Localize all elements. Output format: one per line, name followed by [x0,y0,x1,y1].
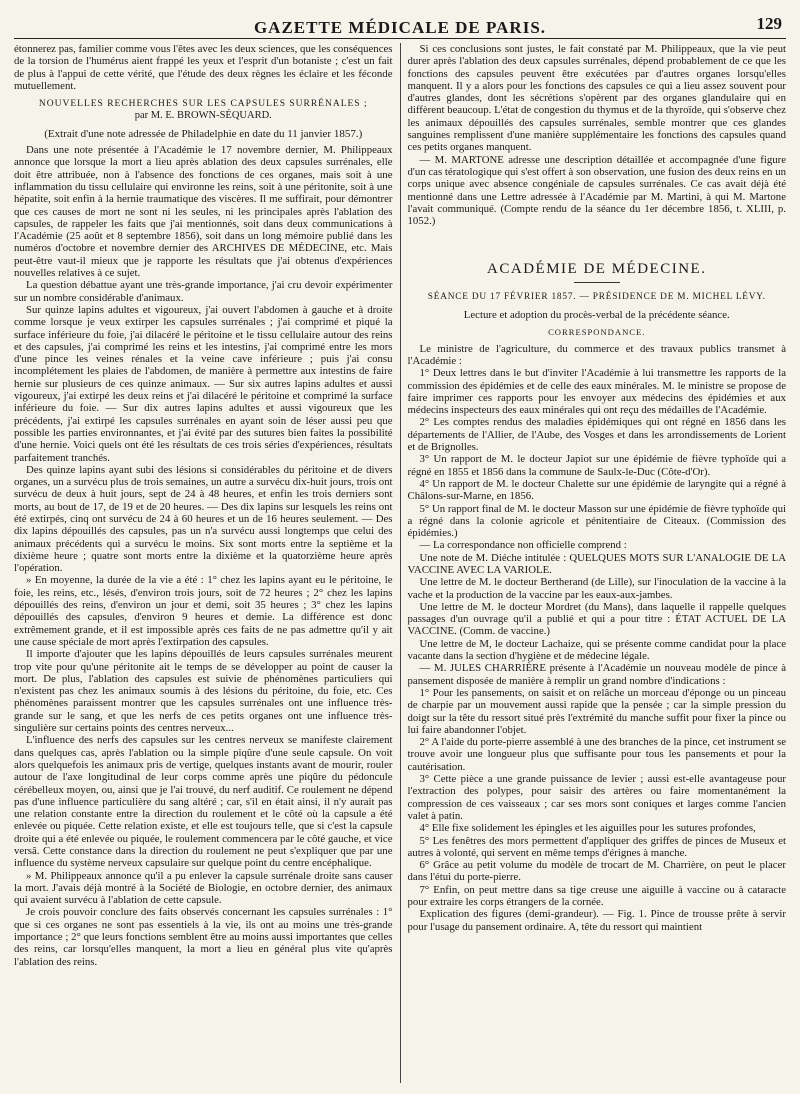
list-item: 7° Enfin, on peut mettre dans sa tige creuse une aiguille à vaccine ou à cataracte pour extraire les corps étrangers de la cornée. [407,883,786,908]
list-item: 1° Pour les pansements, on saisit et on relâche un morceau d'éponge ou un pinceau de charpie par un mouvement aussi rapide que la pensée ; car la simple pression du doigt sur la tête du ressort situé près l'extrémité du manche suffit pour fixer la pince ou lui faire abandonner l'objet. [407,686,786,736]
paragraph: L'influence des nerfs des capsules sur les centres nerveux se manifeste clairement dans quelques cas, après l'ablation ou la simple piqûre d'une seule capsule. On voit alors quelquefois les animaux pris de vertige, quelques instants avant de mourir, rouler autour de l'axe longitudinal de leur corps comme après une piqûre du pédoncule cérébelleux moyen, ou, ainsi que je l'ai trouvé, du nerf auditif. Ce roulement ne dépend pas d'une influence particulière du sang altéré ; car, s'il en était ainsi, il n'y aurait pas une relation constante entre la direction du roulement et le côté où la capsule a été enlevée ou piquée. Cette relation existe, et elle est toujours telle, que si c'est la capsule droite qui a été enlevée ou piquée, le roulement commencera par le côté gauche, et vice versâ. Cette constance dans la direction du roulement ne peut s'expliquer que par une influence du système nerveux capsulaire sur quelque point du centre encéphalique. [14,734,393,870]
article-title: NOUVELLES RECHERCHES SUR LES CAPSULES SURRÉNALES ; [38,99,368,110]
list-item: 2° Les comptes rendus des maladies épidémiques qui ont régné en 1856 dans les départements de l'Allier, de l'Aube, des Vosges et dans les arrondissements de Lorient et de Brignolles. [407,416,786,454]
list-item: 3° Un rapport de M. le docteur Japiot sur une épidémie de fièvre typhoïde qui a régné en 1855 et 1856 dans la commune de Saulx-le-Duc (Côte-d'Or). [407,453,786,478]
right-column [400,43,787,1083]
paragraph: Sur quinze lapins adultes et vigoureux, j'ai ouvert l'abdomen à gauche et à droite comme lorsque je veux extirper les capsules surrénales ; j'ai comprimé et piqué la surface inférieure du foie, j'ai dilacéré le péritoine et le tissu cellulaire autour des reins et des capsules, j'ai comprimé les reins et les intestins, j'ai comprimé entre les mors d'une pince les veines rénales et la veine cave inférieure ; puis j'ai consu incomplétement les plaies de l'abdomen, de manière à permettre aux intestins de faire hernie sur plusieurs de ces quinze animaux. — Sur six autres lapins adultes et aussi vigoureux, j'ai extirpé les deux reins et j'ai dilacéré le péritoine et comprimé la surface inférieure du foie. — Sur dix autres lapins adultes et aussi vigoureux que les précédents, j'ai extirpé les capsules surrénales en ayant soin de léser aussi peu que possible les parties environnantes, et j'ai évité par des sutures bien faites la possibilité d'une hernie. Voici quels ont été les résultats de ces trois séries d'expériences, résultats parfaitement tranchés. [14,303,393,464]
list-item: 1° Deux lettres dans le but d'inviter l'Académie à lui transmettre les rapports de la commission des épidémies et de celle des eaux minérales. M. le ministre se propose de faire imprimer ces rapports pour les envoyer aux médecins des épidémies et aux médecins inspecteurs des eaux minérales qui ont reçu des médailles de l'Académie. [407,367,786,417]
left-column [14,43,400,1083]
list-item: 4° Un rapport de M. le docteur Chalette sur une épidémie de laryngite qui a régné à Châlons-sur-Marne, en 1856. [407,477,786,503]
paragraph: Des quinze lapins ayant subi des lésions si considérables du péritoine et de divers organes, un a survécu plus de trois semaines, un autre a survécu dix-huit jours, trois ont survécu de deux à huit jours, sept de 24 à 48 heures, et enfin les trois derniers sont morts, au bout de 17, de 19 et de 20 heures. — Des dix lapins sur lesquels les reins ont été extirpés, cinq ont survécu de 24 à 60 heures et un de 16 heures seulement. — Des dix lapins dépouillés des capsules, pas un n'a survécu aussi longtemps que celui des animaux précédents qui a survécu le moins. Six sont morts entre la septième et la dixième heure ; quatre sont morts entre la dixième et la quatorzième heure après l'opération. [14,463,393,575]
list-item: 4° Elle fixe solidement les épingles et les aiguilles pour les sutures profondes, [419,822,756,835]
page-header [14,6,786,39]
paragraph: Une lettre de M. le docteur Bertherand (de Lille), sur l'inoculation de la vaccine à la vache et la production de la vaccine par les eaux-aux-jambes. [407,576,786,601]
paragraph: La question débattue ayant une très-grande importance, j'ai cru devoir expérimenter sur un nombre considérable d'animaux. [14,279,393,304]
paragraph: Il importe d'ajouter que les lapins dépouillés de leurs capsules surrénales meurent trop vite pour qu'une péritonite ait le temps de se développer au point de causer la mort. De plus, l'ablation des capsules est suivie de phénomènes particuliers qui n'existent pas chez les animaux soumis à des lésions du péritoine, du foie, etc. Ces phénomènes paraissent montrer que les capsules surrénales ont une influence très-grande sur le sang, et que les nerfs de ces petits organes ont une influence très-singulière sur certains points des centres nerveux... [14,648,393,735]
section-title-academie: ACADÉMIE DE MÉDECINE. [487,261,707,278]
proces-verbal: Lecture et adoption du procès-verbal de la précédente séance. [463,309,730,322]
paragraph: Dans une note présentée à l'Académie le 17 novembre dernier, M. Philippeaux annonce que lorsque la mort a lieu après ablation des deux capsules surrénales, elle doit être attribuée, non à l'absence des fonctions de ces organes, mais soit à une inflammation du tissu cellulaire qui environne les reins, soit à une péritonite, soit à une hépatite, soit enfin à la hernie traumatique des viscères. Il me suffirait, pour démontrer que ces causes de mort ne sont ni les seules, ni les principales après l'ablation des capsules, de rappeler les faits que j'ai mentionnés, soit dans deux communications à l'Académie (25 août et 8 septembre 1856), soit dans un long mémoire publié dans les numéros d'octobre et novembre dernier des ARCHIVES DE MÉDECINE, etc. Mais peut-être vaut-il mieux que je rapporte les résultats que j'ai obtenus d'expériences nouvelles relatives à ce sujet. [14,144,393,280]
list-item: 5° Les fenêtres des mors permettent d'appliquer des griffes de pinces de Museux et autres à volonté, qui servent en même temps d'érignes à manche. [407,834,786,859]
seance-heading: SÉANCE DU 17 FÉVRIER 1857. — PRÉSIDENCE DE M. MICHEL LÉVY. [427,291,766,302]
paragraph: Je crois pouvoir conclure des faits observés concernant les capsules surrénales : 1° que si ces organes ne sont pas essentiels à la vie, ils ont au moins une très-grande importance ; 2° que leurs fonctions semblent être au moins aussi importantes que celles des reins, car lorsqu'elles manquent, la mort a lieu en général plus vite qu'après l'ablation des reins. [14,906,393,968]
list-item: 2° A l'aide du porte-pierre assemblé à une des branches de la pince, cet instrument se trouve avoir une longueur plus que suffisante pour tous les pansements et pour la cautérisation. [407,736,786,773]
paragraph: Une note de M. Diéche intitulée : QUELQUES MOTS SUR L'ANALOGIE DE LA VACCINE AVEC LA VARIOLE. [407,551,786,576]
article-excerpt-note: (Extrait d'une note adressée de Philadelphie en date du 11 janvier 1857.) [44,127,363,140]
figure-explanation: Explication des figures (demi-grandeur). — Fig. 1. Pince de trousse prête à servir pour l'usage du pansement ordinaire. A, tête du ressort qui maintient [407,908,786,933]
page-number: 129 [756,14,782,33]
paragraph: Le ministre de l'agriculture, du commerce et des travaux publics transmet à l'Académie : [407,342,786,367]
paragraph: — La correspondance non officielle comprend : [419,539,627,552]
text-columns [14,43,786,1083]
paragraph: » M. Philippeaux annonce qu'il a pu enlever la capsule surrénale droite sans causer la mort. J'avais déjà montré à la Société de Biologie, en octobre dernier, des animaux qui avaient survécu à l'ablation de cette capsule. [14,869,393,907]
paragraph: Si ces conclusions sont justes, le fait constaté par M. Philippeaux, que la vie peut durer après l'ablation des deux capsules surrénales, dépend probablement de ce que les fonctions des capsules peuvent être exécutées par d'autres organes lorsqu'elles manquent. Il y a alors pour les fonctions des capsules ce qui a lieu assez souvent pour d'autres glandes, dont les sécrétions s'opèrent par des organes glandulaire qui en diffèrent beaucoup. L'état de congestion du thymus et de la thyroïde, qui s'observe chez les animaux dépouillés des capsules surrénales, semble montrer que ces glandes sanguines remplissent d'une manière supplémentaire les fonctions des capsules quand ces petits organes manquent. [407,43,786,154]
list-item: 3° Cette pièce a une grande puissance de levier ; aussi est-elle avantageuse pour l'extraction des polypes, pour saisir des artères ou faire momentanément la compression de ces vaisseaux ; car ses mors sont coniques et larges comme l'ancien valet à patin. [407,773,786,822]
paragraph: — M. MARTONE adresse une description détaillée et accompagnée d'une figure d'un cas tératologique qui s'est offert à son observation, une fusion des deux reins en un corps unique avec absence congéniale de capsules surrénales. Ce cas avait déjà été mentionné dans une Lettre adressée à l'Académie par M. Martini, à qui M. Martone l'avait communiqué. (Compte rendu de la séance du 1er décembre 1856, t. XLIII, p. 1052.) [407,153,786,228]
divider [574,282,620,283]
paragraph: étonnerez pas, familier comme vous l'êtes avec les deux sciences, que les conséquences de la torsion de l'humérus aient frappé les yeux et l'esprit d'un botaniste ; c'est un fait de plus à l'appui de cette vérité, que l'étude des deux règnes les éclaire et les féconde mutuellement. [14,43,393,92]
paragraph: — M. JULES CHARRIÈRE présente à l'Académie un nouveau modèle de pince à pansement disposée de manière à remplir un grand nombre d'indications : [407,662,786,687]
paragraph: » En moyenne, la durée de la vie a été : 1° chez les lapins ayant eu le péritoine, le foie, les reins, etc., lésés, d'environ trois jours, soit de 72 heures ; 2° chez les lapins dépouillés des reins, d'environ un jour et demi, soit 35 heures ; 3° chez les lapins dépouillés des capsules, d'environ 9 heures et demie. La différence est donc extrêmement grande, et il est impossible après ces faits de ne pas admettre qu'il y ait une cause spéciale de mort après l'extirpation des capsules. [14,574,393,648]
correspondance-heading: CORRESPONDANCE. [548,327,646,338]
paragraph: Une lettre de M. le docteur Mordret (du Mans), dans laquelle il rappelle quelques passages d'un ouvrage qu'il a publié et qui a pour titre : ÉTAT ACTUEL DE LA VACCINE. (Comm. de vaccine.) [407,600,786,638]
article-author: par M. E. BROWN-SÉQUARD. [134,110,272,122]
list-item: 5° Un rapport final de M. le docteur Masson sur une épidémie de fièvre typhoïde qui a régné dans la colonie agricole et pénitentiaire de Citeaux. (Commission des épidémies.) [407,502,786,540]
journal-title: GAZETTE MÉDICALE DE PARIS. [253,18,547,37]
list-item: 6° Grâce au petit volume du modèle de trocart de M. Charrière, on peut le placer dans l'étui du porte-pierre. [407,859,786,884]
paragraph: Une lettre de M, le docteur Lachaize, qui se présente comme candidat pour la place vacante dans la section d'hygiène et de médecine légale. [407,637,786,663]
